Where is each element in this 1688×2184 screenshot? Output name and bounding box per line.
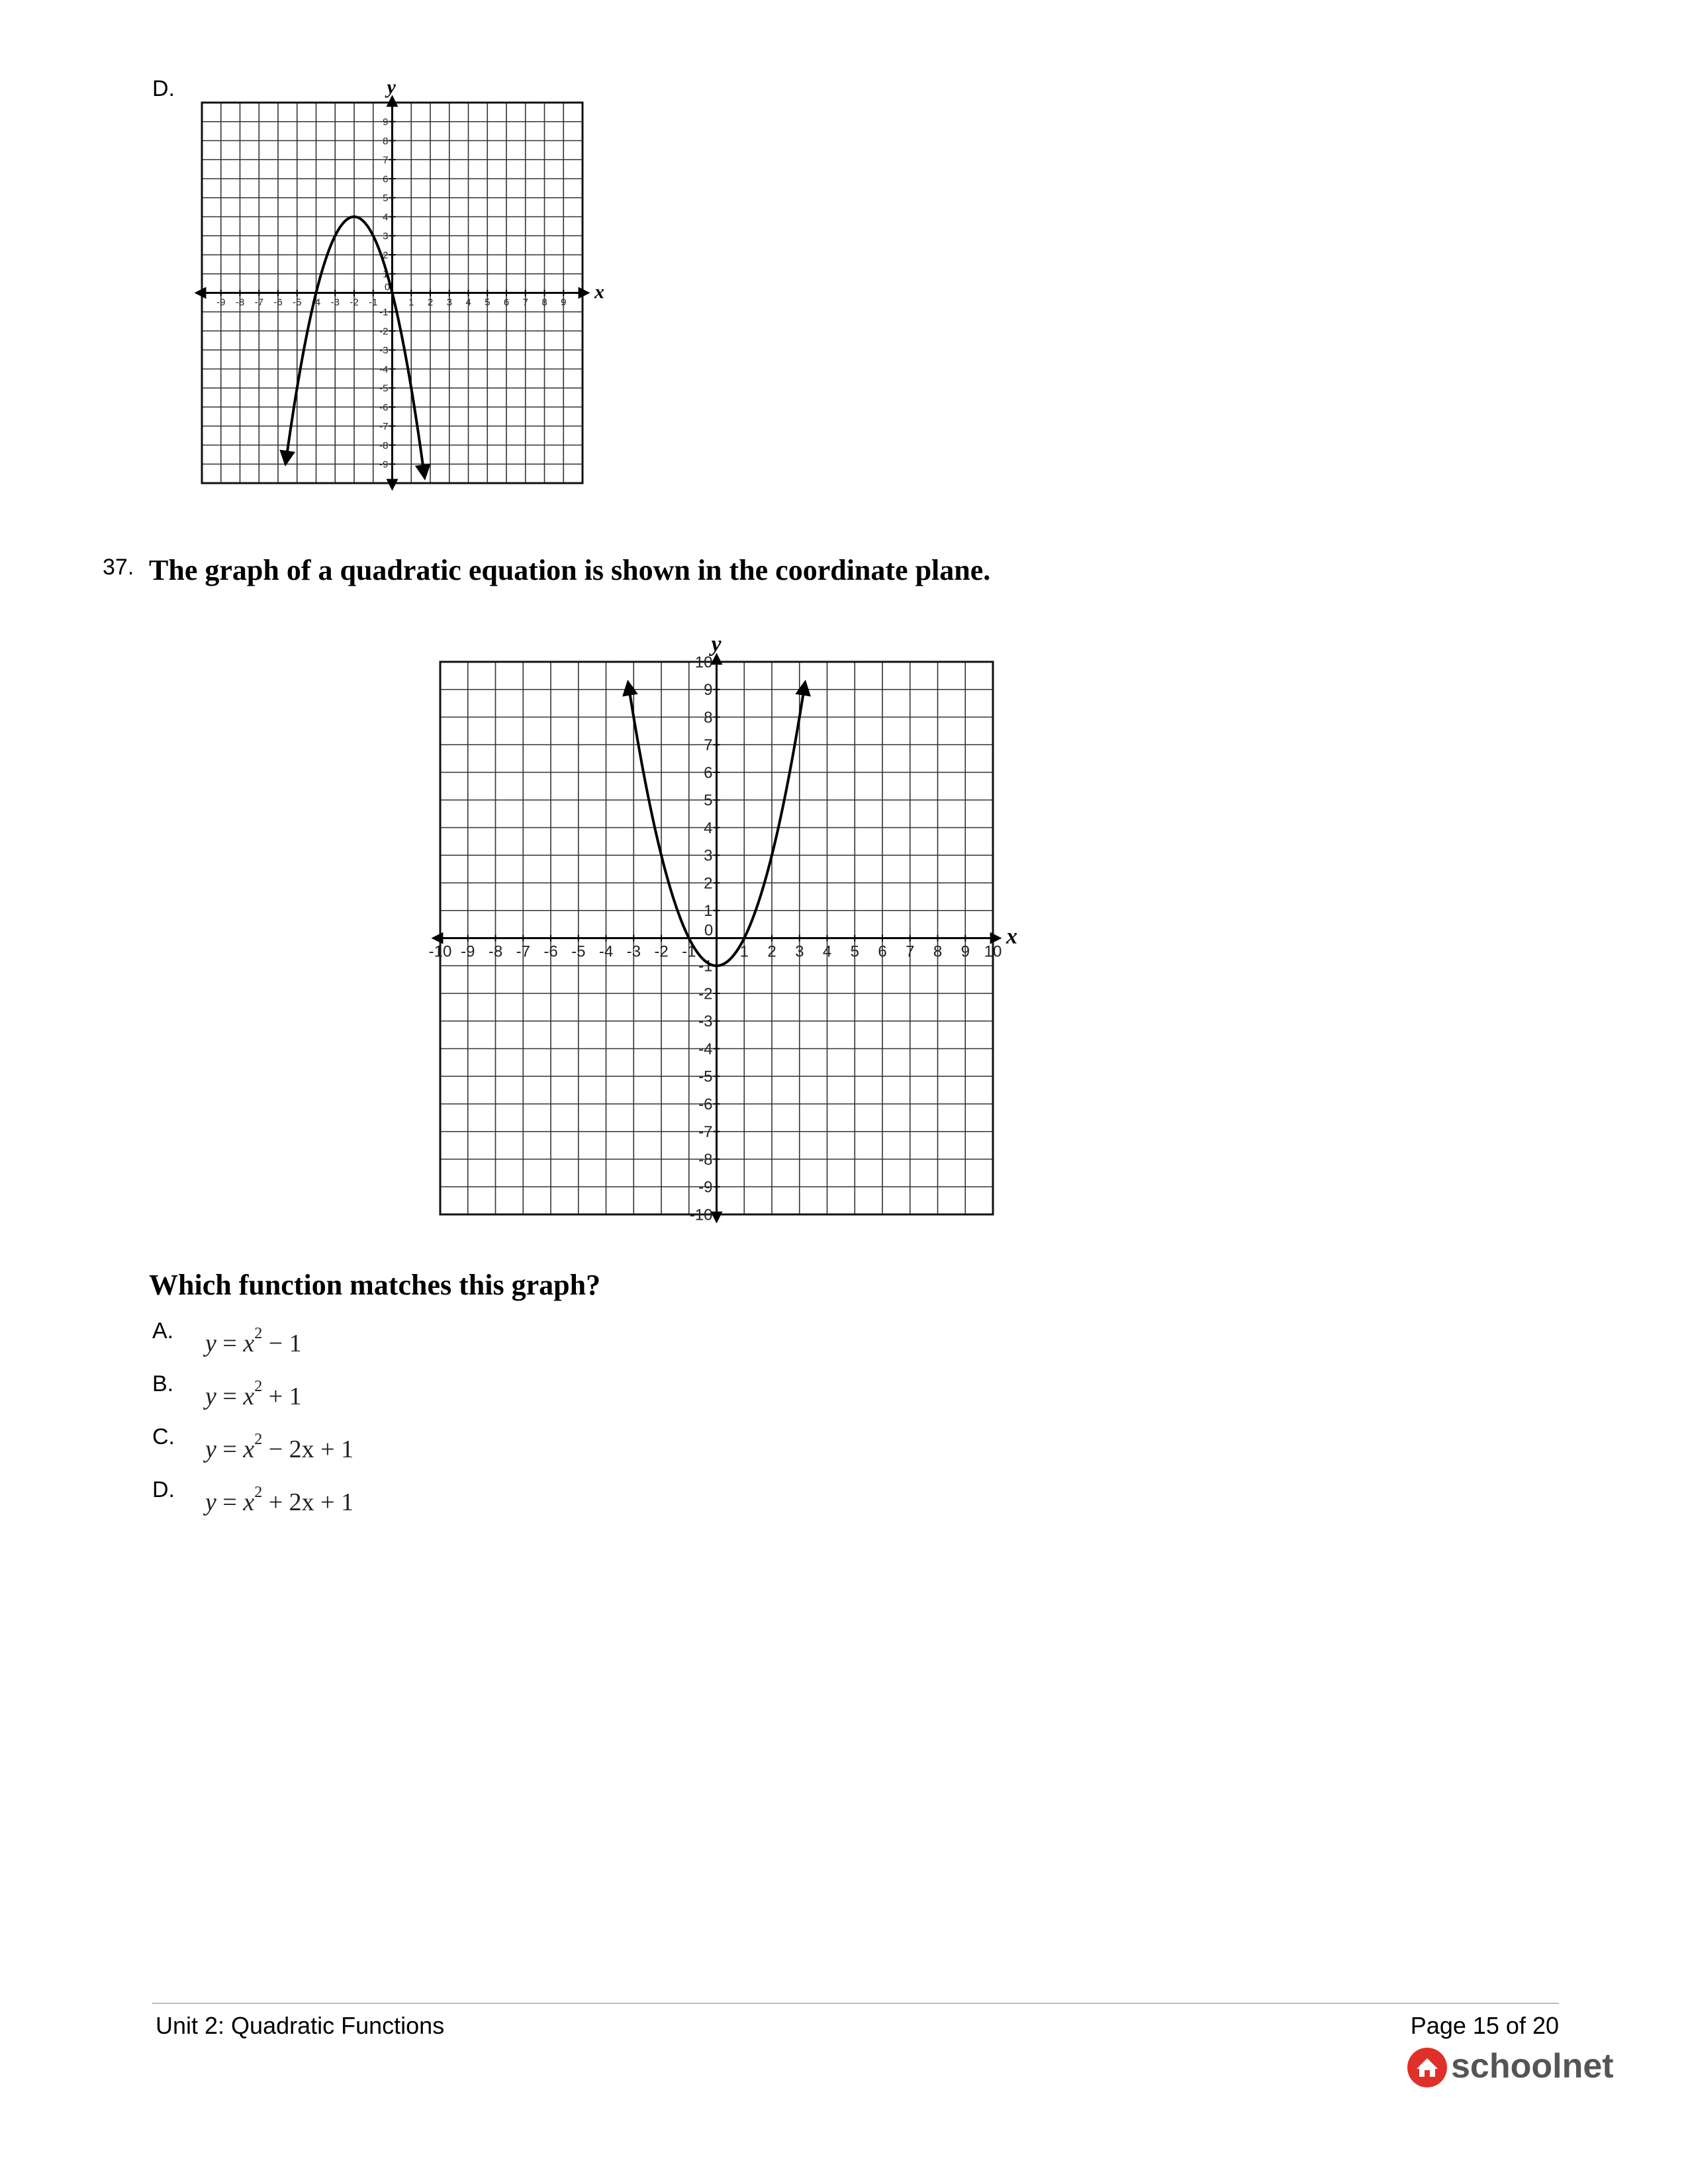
y-tick-label: 8 (383, 135, 389, 147)
y-tick-label: -5 (379, 383, 389, 394)
y-tick-label: 7 (383, 154, 389, 166)
x-tick-label: 2 (427, 296, 434, 308)
y-tick-label: 6 (383, 173, 389, 185)
x-tick-label: 5 (485, 296, 491, 308)
choice-d-letter: D. (152, 1477, 175, 1502)
parabola-curve (286, 217, 425, 478)
x-tick-label: -6 (273, 296, 283, 308)
y-tick-label: 6 (704, 764, 713, 782)
x-tick-label: -5 (293, 296, 302, 308)
x-tick-label: 0 (704, 921, 714, 940)
choice-c-expression[interactable]: $y = x^2 - 2x + 1$ (205, 1431, 354, 1463)
x-axis-label: x (1006, 924, 1017, 949)
y-axis-label: y (711, 632, 722, 657)
x-tick-label: 1 (408, 296, 414, 308)
y-tick-label: 9 (704, 681, 713, 700)
question-number: 37. (103, 555, 134, 580)
x-tick-label: -1 (682, 942, 696, 961)
y-tick-label: 5 (383, 193, 389, 204)
y-tick-label: -2 (379, 326, 389, 338)
x-tick-label: -4 (598, 942, 614, 961)
y-tick-label: -6 (698, 1095, 713, 1114)
question-prompt: The graph of a quadratic equation is shown in the coordinate plane. (149, 554, 991, 586)
y-tick-label: 3 (704, 846, 713, 865)
sub-prompt: Which function matches this graph? (149, 1269, 601, 1301)
y-tick-label: -9 (698, 1178, 713, 1197)
y-tick-label: -2 (698, 985, 713, 1003)
x-tick-label: -2 (350, 296, 359, 308)
x-tick-label: 9 (561, 296, 567, 308)
footer-rule (152, 2003, 1559, 2004)
graph-question-37 (410, 629, 1046, 1238)
y-tick-label: 5 (704, 792, 713, 810)
y-tick-label: -5 (698, 1068, 713, 1086)
choice-d-expression[interactable]: $y = x^2 + 2x + 1$ (205, 1484, 354, 1516)
footer-page: Page 15 of 20 (1410, 2012, 1559, 2039)
x-tick-label: 3 (446, 296, 452, 308)
y-tick-label: -7 (379, 421, 389, 432)
y-tick-label: -7 (698, 1123, 713, 1142)
x-tick-label: 8 (933, 942, 943, 961)
y-tick-label: -6 (379, 402, 389, 414)
x-tick-label: 4 (465, 296, 471, 308)
y-tick-label: 3 (383, 230, 389, 242)
x-tick-label: 3 (795, 942, 804, 961)
x-tick-label: 5 (850, 942, 859, 961)
y-tick-label: 8 (704, 708, 713, 727)
x-tick-label: -1 (369, 296, 378, 308)
x-tick-label: -6 (543, 942, 558, 961)
y-tick-label: -3 (379, 345, 389, 356)
graph-prev-choice-d (192, 73, 602, 496)
x-tick-label: 1 (739, 942, 749, 961)
x-tick-label: 7 (906, 942, 915, 961)
choice-a[interactable] (152, 1318, 173, 1344)
y-tick-label: -10 (689, 1206, 713, 1224)
x-tick-label: -8 (488, 942, 503, 961)
y-tick-label: 7 (704, 736, 713, 754)
x-tick-label: 6 (503, 296, 510, 308)
y-tick-label: 1 (704, 902, 713, 921)
x-tick-label: 8 (541, 296, 547, 308)
y-tick-label: -4 (698, 1040, 713, 1058)
x-tick-label: -2 (654, 942, 669, 961)
y-tick-label: 9 (383, 116, 389, 128)
logo-wordmark: schoolnet (1451, 2047, 1614, 2085)
x-tick-label: 10 (984, 942, 1002, 961)
x-tick-label: 9 (961, 942, 970, 961)
choice-b-letter: B. (152, 1371, 174, 1396)
footer-unit: Unit 2: Quadratic Functions (156, 2012, 445, 2039)
y-tick-label: 1 (383, 269, 389, 280)
x-tick-label: 7 (522, 296, 528, 308)
x-tick-label: 6 (878, 942, 887, 961)
x-tick-label: -8 (235, 296, 245, 308)
choice-d[interactable] (152, 1477, 175, 1503)
x-tick-label: -3 (330, 296, 340, 308)
y-tick-label: -9 (379, 459, 389, 471)
y-tick-label: 10 (694, 653, 713, 672)
choice-b-expression[interactable]: $y = x^2 + 1$ (205, 1378, 302, 1410)
choice-a-expression[interactable]: $y = x^2 - 1$ (205, 1325, 302, 1357)
prev-choice-letter: D. (152, 76, 175, 101)
y-tick-label: -1 (698, 957, 713, 976)
choice-b[interactable] (152, 1371, 173, 1397)
x-tick-label: 2 (767, 942, 776, 961)
y-tick-label: -1 (379, 306, 389, 318)
x-tick-label: -7 (254, 296, 263, 308)
x-tick-label: -3 (626, 942, 641, 961)
x-axis-label: x (594, 281, 604, 303)
schoolnet-logo (1403, 2044, 1614, 2090)
y-axis-label: y (387, 76, 396, 98)
y-tick-label: 4 (704, 819, 713, 837)
y-tick-label: -8 (698, 1150, 713, 1169)
x-tick-label: 4 (822, 942, 832, 961)
choice-c-letter: C. (152, 1424, 175, 1449)
x-tick-label: -5 (571, 942, 586, 961)
choice-a-letter: A. (152, 1318, 174, 1343)
y-tick-label: -8 (379, 439, 389, 451)
x-tick-label: -10 (428, 942, 452, 961)
y-tick-label: 2 (383, 250, 389, 261)
choice-c[interactable] (152, 1424, 175, 1450)
x-tick-label: -4 (311, 296, 321, 308)
x-tick-label: -7 (516, 942, 530, 961)
y-tick-label: 2 (704, 874, 713, 893)
y-tick-label: -3 (698, 1013, 713, 1031)
x-tick-label: -9 (461, 942, 475, 961)
x-tick-label: 0 (384, 281, 391, 293)
x-tick-label: -9 (216, 296, 226, 308)
y-tick-label: 4 (383, 211, 389, 223)
y-tick-label: -4 (379, 363, 389, 375)
